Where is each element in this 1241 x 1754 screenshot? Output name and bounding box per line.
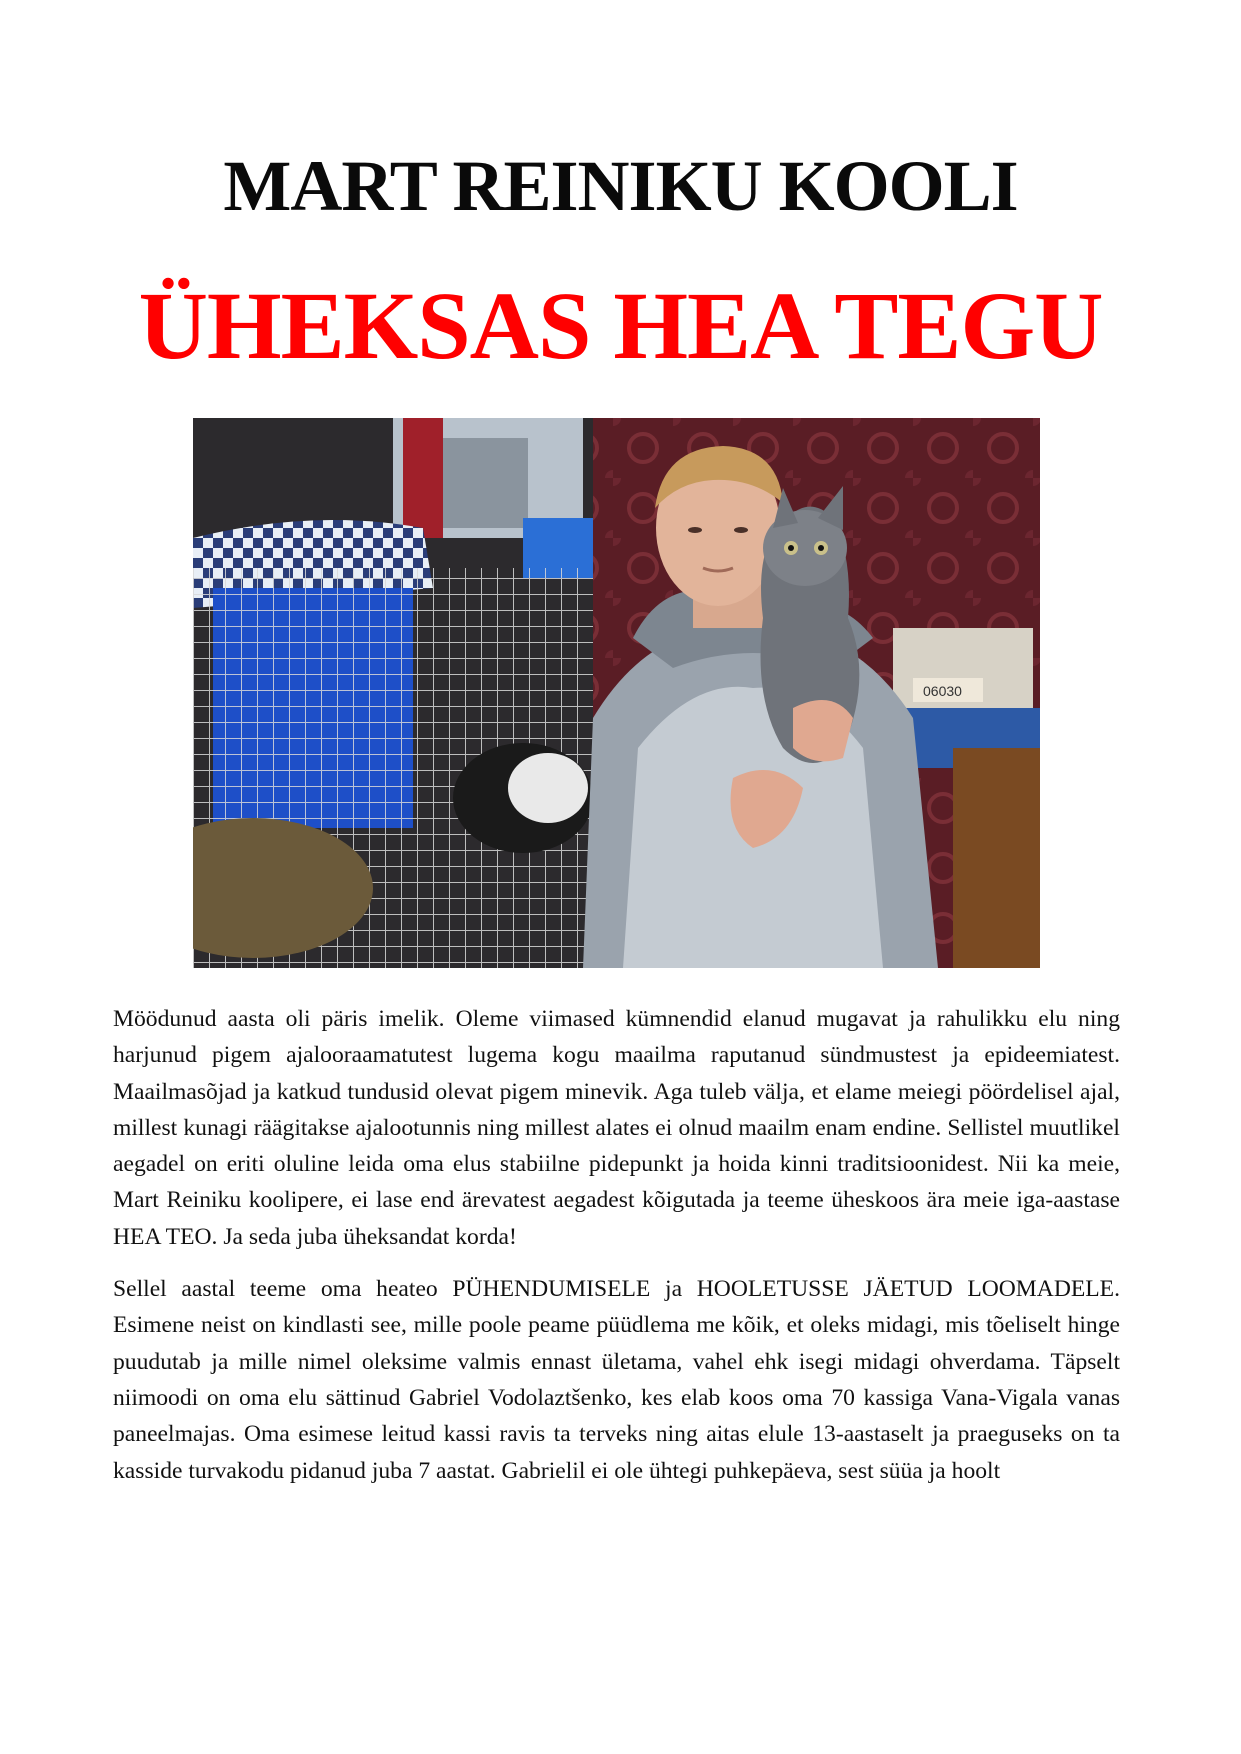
paragraph-intro-text-1: Möödunud aasta oli päris imelik. Oleme viimased kümnendid elanud mugavat ja rahulikku elu ning harjunud pigem ajalooraamatutest lugema kogu maailma raputanud sündmustest ja epideemiatest. Maailmasõjad ja katkud tundusid olevat pigem minevik. Aga tuleb välja, et elame meiegi pöördelisel ajal, millest kunagi räägitakse ajalootunnis ning millest alates ei olnud maailm enam endine. Sellistel muutlikel aegadel on eriti oluline leida oma elus stabiilne pidepunkt ja hoida kinni traditsioonidest. Nii ka meie, Mart Reiniku koolipere, ei lase end ärevatest aegadest kõigutada ja teeme üheskoos ära meie iga-aastase	[113, 1006, 1120, 1214]
box-label-text: 06030	[923, 683, 962, 699]
paragraph-intro-text-2: HEA TEO	[113, 1223, 212, 1250]
title-school-name: MART REINIKU KOOLI	[223, 146, 1018, 226]
paragraph-dedication	[113, 1271, 1120, 1489]
article-body	[113, 1001, 1120, 1505]
paragraph-intro-text-3: . Ja seda juba üheksandat korda!	[211, 1223, 517, 1250]
paragraph-dedication-text-2: ja	[650, 1276, 697, 1303]
paragraph-dedication-emphasis-1: PÜHENDUMISELE	[452, 1276, 651, 1303]
title-good-deed: ÜHEKSAS HEA TEGU	[138, 272, 1103, 379]
paragraph-dedication-emphasis-2: HOOLETUSSE JÄETUD LOOMADELE	[696, 1276, 1115, 1303]
paragraph-intro	[113, 1001, 1120, 1255]
paragraph-dedication-text-1: Sellel aastal teeme oma heateo	[113, 1276, 453, 1303]
photo-man-holding-cat	[193, 418, 1040, 968]
paragraph-dedication-text-3: . Esimene neist on kindlasti see, mille poole peame püüdlema me kõik, et oleks midagi, mis tõeliselt hinge puudutab ja mille nimel oleksime valmis ennast ületama, vahel ehk isegi midagi ohverdama. Täpselt niimoodi on oma elu sättinud Gabriel Vodolaztšenko, kes elab koos oma 70 kassiga Vana-Vigala vanas paneelmajas. Oma esimese leitud kassi ravis ta terveks ning aitas elule 13-aastaselt ja praeguseks on ta kasside turvakodu pidanud juba 7 aastat. Gabrielil ei ole ühtegi puhkepäeva, sest süüa ja hoolt	[113, 1276, 1121, 1484]
